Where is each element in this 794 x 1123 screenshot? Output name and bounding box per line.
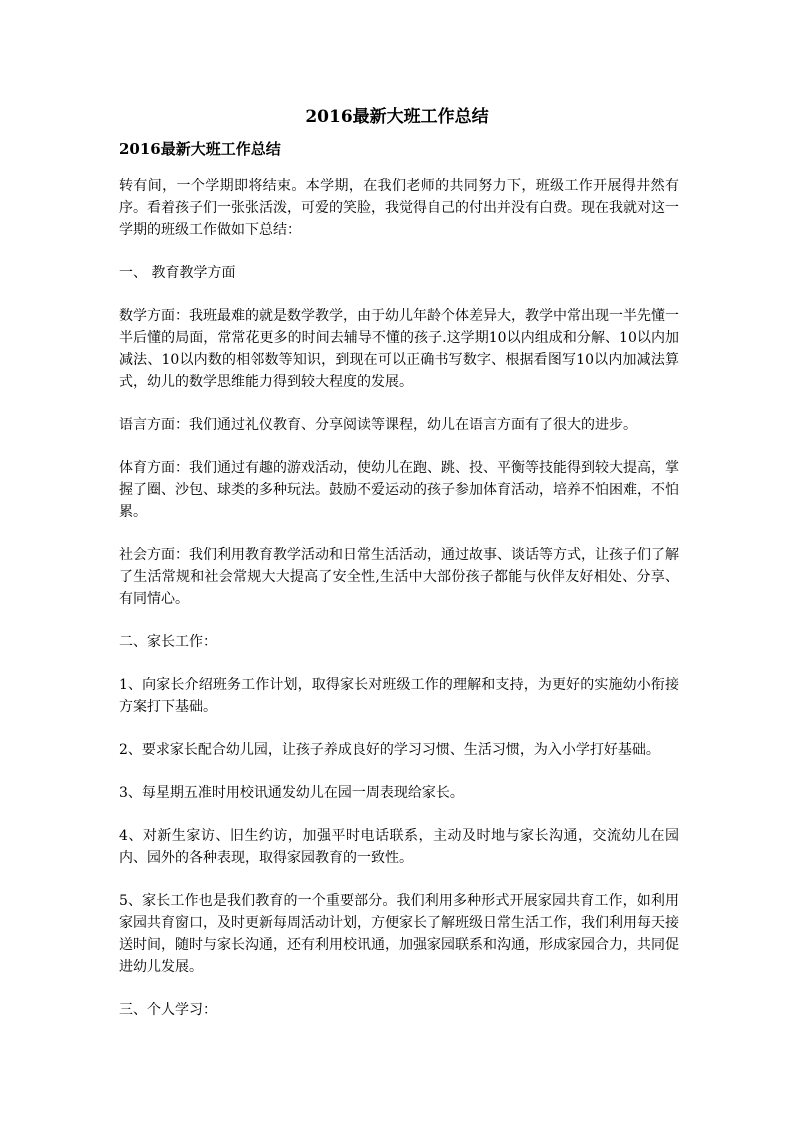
parents-item-1: 1、向家长介绍班务工作计划，取得家长对班级工作的理解和支持，为更好的实施幼小衔接方案打下基础。 <box>119 677 679 715</box>
sports-paragraph: 体育方面：我们通过有趣的游戏活动，使幼儿在跑、跳、投、平衡等技能得到较大提高，掌握了圈、沙包、球类的多种玩法。鼓励不爱运动的孩子参加体育活动，培养不怕困难，不怕累。 <box>119 460 679 520</box>
document-title: 2016最新大班工作总结 <box>305 107 489 127</box>
section-heading-parents: 二、家长工作： <box>119 634 217 650</box>
section-heading-teaching: 一、 教育教学方面 <box>119 265 236 281</box>
intro-paragraph: 转有间，一个学期即将结束。本学期，在我们老师的共同努力下，班级工作开展得井然有序。看着孩子们一张张活泼，可爱的笑脸，我觉得自己的付出并没有白费。现在我就对这一学期的班级工作做如下总结： <box>119 178 679 238</box>
document-subtitle: 2016最新大班工作总结 <box>119 140 281 158</box>
document-body <box>119 175 679 1042</box>
parents-item-2: 2、要求家长配合幼儿园，让孩子养成良好的学习习惯、生活习惯，为入小学打好基础。 <box>119 742 660 758</box>
parents-item-3: 3、每星期五准时用校讯通发幼儿在园一周表现给家长。 <box>119 785 464 801</box>
section-heading-personal-study: 三、个人学习： <box>119 1002 217 1018</box>
parents-item-4: 4、对新生家访、旧生约访，加强平时电话联系，主动及时地与家长沟通，交流幼儿在园内、园外的各种表现，取得家园教育的一致性。 <box>119 828 679 866</box>
math-paragraph: 数学方面：我班最难的就是数学教学，由于幼儿年龄个体差异大，教学中常出现一半先懂一半后懂的局面，常常花更多的时间去辅导不懂的孩子.这学期10以内组成和分解、10以内加减法、10以内数的相邻数等知识，到现在可以正确书写数字、根据看图写10以内加减法算式，幼儿的数学思维能力得到较大程度的发展。 <box>119 308 679 390</box>
parents-item-5: 5、家长工作也是我们教育的一个重要部分。我们利用多种形式开展家园共育工作，如利用家园共育窗口，及时更新每周活动计划，方便家长了解班级日常生活工作，我们利用每天接送时间，随时与家长沟通，还有利用校讯通，加强家园联系和沟通，形成家园合力，共同促进幼儿发展。 <box>119 893 679 975</box>
social-paragraph: 社会方面：我们利用教育教学活动和日常生活活动，通过故事、谈话等方式，让孩子们了解了生活常规和社会常规大大提高了安全性,生活中大部份孩子都能与伙伴友好相处、分享、有同情心。 <box>119 547 679 607</box>
language-paragraph: 语言方面：我们通过礼仪教育、分享阅读等课程，幼儿在语言方面有了很大的进步。 <box>119 417 637 433</box>
